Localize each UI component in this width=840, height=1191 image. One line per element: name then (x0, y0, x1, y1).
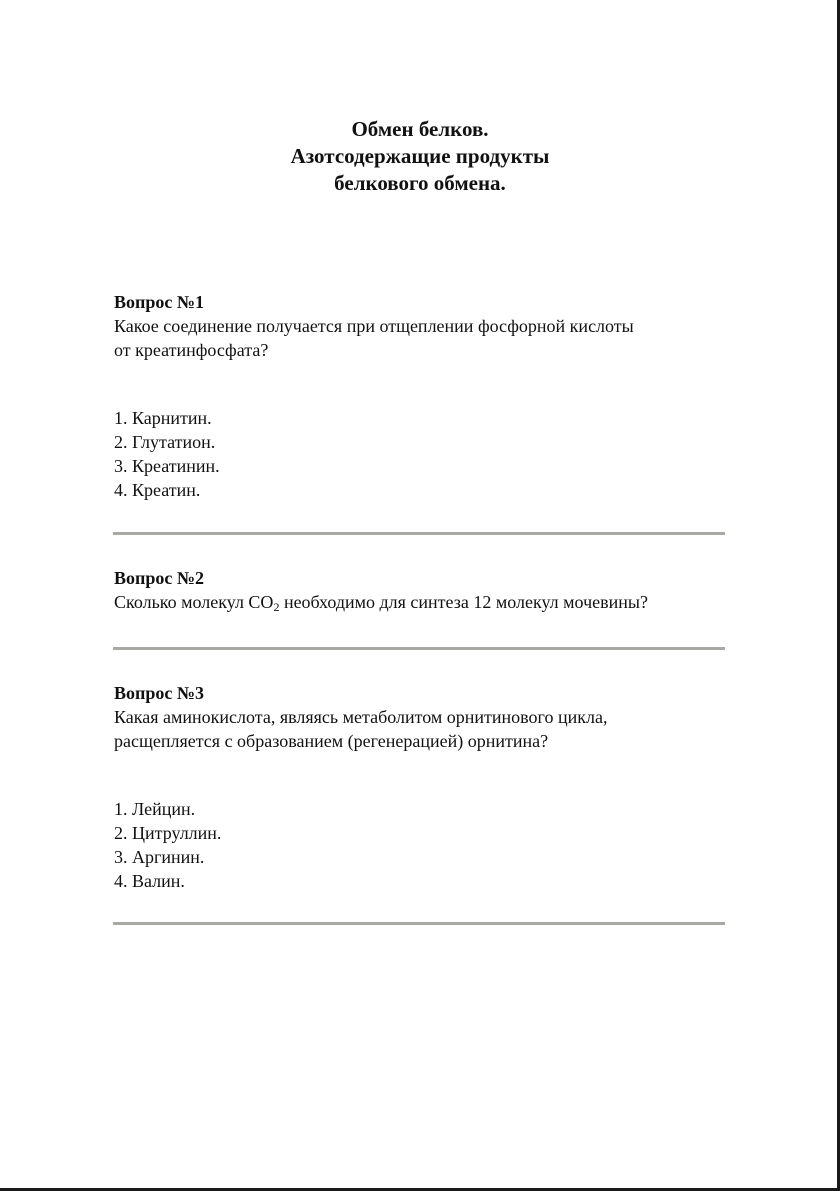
question-text-after: необходимо для синтеза 12 молекул мочевины? (279, 592, 648, 612)
question-text-before: Сколько молекул CO (114, 592, 274, 612)
divider (113, 532, 725, 535)
answer-option[interactable]: 2. Цитруллин. (114, 823, 222, 843)
question-text (114, 705, 734, 753)
divider (113, 647, 725, 650)
answer-option[interactable]: 2. Глутатион. (114, 432, 216, 452)
page-title (0, 116, 840, 197)
answer-option[interactable]: 3. Аргинин. (114, 847, 205, 867)
question-heading: Вопрос №3 (114, 683, 204, 703)
answer-option[interactable]: 4. Валин. (114, 871, 185, 891)
question-text-line: Какая аминокислота, являясь метаболитом орнитинового цикла, (114, 707, 608, 727)
answer-option[interactable]: 1. Лейцин. (114, 799, 196, 819)
answer-options (114, 797, 734, 893)
question-1 (114, 290, 734, 502)
answer-option[interactable]: 4. Креатин. (114, 480, 201, 500)
question-text-line: Какое соединение получается при отщеплении фосфорной кислоты (114, 316, 634, 336)
question-3 (114, 681, 734, 893)
subscript: 2 (273, 600, 280, 614)
question-text (114, 590, 734, 614)
answer-options (114, 406, 734, 502)
title-line: белкового обмена. (334, 171, 506, 195)
title-line: Обмен белков. (351, 117, 489, 141)
question-text-line: расщепляется с образованием (регенерацией) орнитина? (114, 731, 549, 751)
question-text-line: от креатинфосфата? (114, 340, 269, 360)
question-heading: Вопрос №1 (114, 292, 204, 312)
question-text (114, 314, 734, 362)
answer-option[interactable]: 1. Карнитин. (114, 408, 212, 428)
question-2 (114, 566, 734, 614)
answer-option[interactable]: 3. Креатинин. (114, 456, 220, 476)
divider (113, 922, 725, 925)
title-line: Азотсодержащие продукты (290, 144, 550, 168)
question-heading: Вопрос №2 (114, 568, 204, 588)
